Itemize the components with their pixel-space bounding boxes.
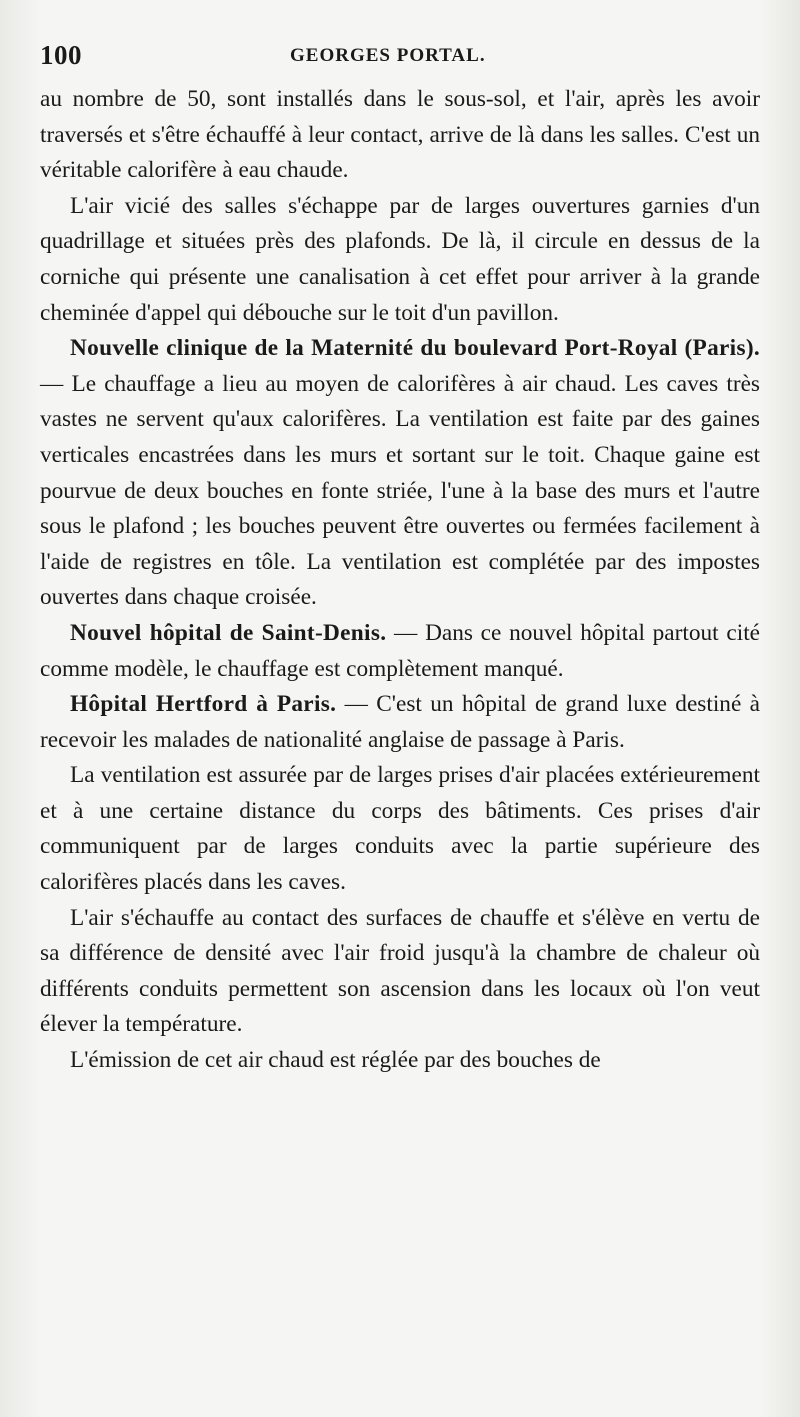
paragraph-saint-denis [40,616,760,687]
paragraph-air-chaud [40,901,760,1043]
page-header [40,40,760,76]
paragraph-emission [40,1043,760,1079]
section-heading-maternite: Nouvelle clinique de la Maternité du boulevard Port-Royal (Paris). [70,335,760,362]
paragraph-saint-denis-text: — Dans ce nouvel hôpital partout cité comme modèle, le chauffage est complètement manqué. [40,619,761,682]
section-heading-hertford: Hôpital Hertford à Paris. [70,691,337,718]
paragraph-air-chaud-text: L'air s'échauffe au contact des surfaces de chauffe et s'élève en vertu de sa différence de densité avec l'air froid jusqu'à la chambre de chaleur où différents conduits permettent son ascension dans les locaux où l'on veut élever la température. [40,904,760,1038]
paragraph-maternite [40,331,760,616]
paragraph-emission-text: L'émission de cet air chaud est réglée par des bouches de [70,1047,601,1074]
page-number: 100 [40,40,82,70]
body-text [40,82,760,1079]
paragraph-maternite-text: — Le chauffage a lieu au moyen de calorifères à air chaud. Les caves très vastes ne servent qu'aux calorifères. La ventilation est faite par des gaines verticales encastrées dans les murs et sortant sur le toit. Chaque gaine est pourvue de deux bouches en fonte striée, l'une à la base des murs et l'autre sous le plafond ; les bouches peuvent être ouvertes ou fermées facilement à l'aide de registres en tôle. La ventilation est complétée par des impostes ouvertes dans chaque croisée. [40,370,760,611]
paragraph-1-text: au nombre de 50, sont installés dans le sous-sol, et l'air, après les avoir traversés et s'être échauffé à leur contact, arrive de là dans les salles. C'est un véritable calorifère à eau chaude. [40,86,760,184]
paragraph-ventilation [40,758,760,900]
section-heading-saint-denis: Nouvel hôpital de Saint-Denis. [70,619,387,646]
paragraph-hertford [40,687,760,758]
paragraph-2 [40,189,760,331]
paragraph-1 [40,82,760,189]
paragraph-ventilation-text: La ventilation est assurée par de larges prises d'air placées extérieurement et à une certaine distance du corps des bâtiments. Ces prises d'air communiquent par de larges conduits avec la partie supérieure des calorifères placés dans les caves. [40,762,760,896]
paragraph-2-text: L'air vicié des salles s'échappe par de larges ouvertures garnies d'un quadrillage et situées près des plafonds. De là, il circule en dessus de la corniche qui présente une canalisation à cet effet pour arriver à la grande cheminée d'appel qui débouche sur le toit d'un pavillon. [40,192,760,326]
paragraph-hertford-text: — C'est un hôpital de grand luxe destiné à recevoir les malades de nationalité anglaise de passage à Paris. [40,691,761,753]
running-title: GEORGES PORTAL. [290,45,486,66]
